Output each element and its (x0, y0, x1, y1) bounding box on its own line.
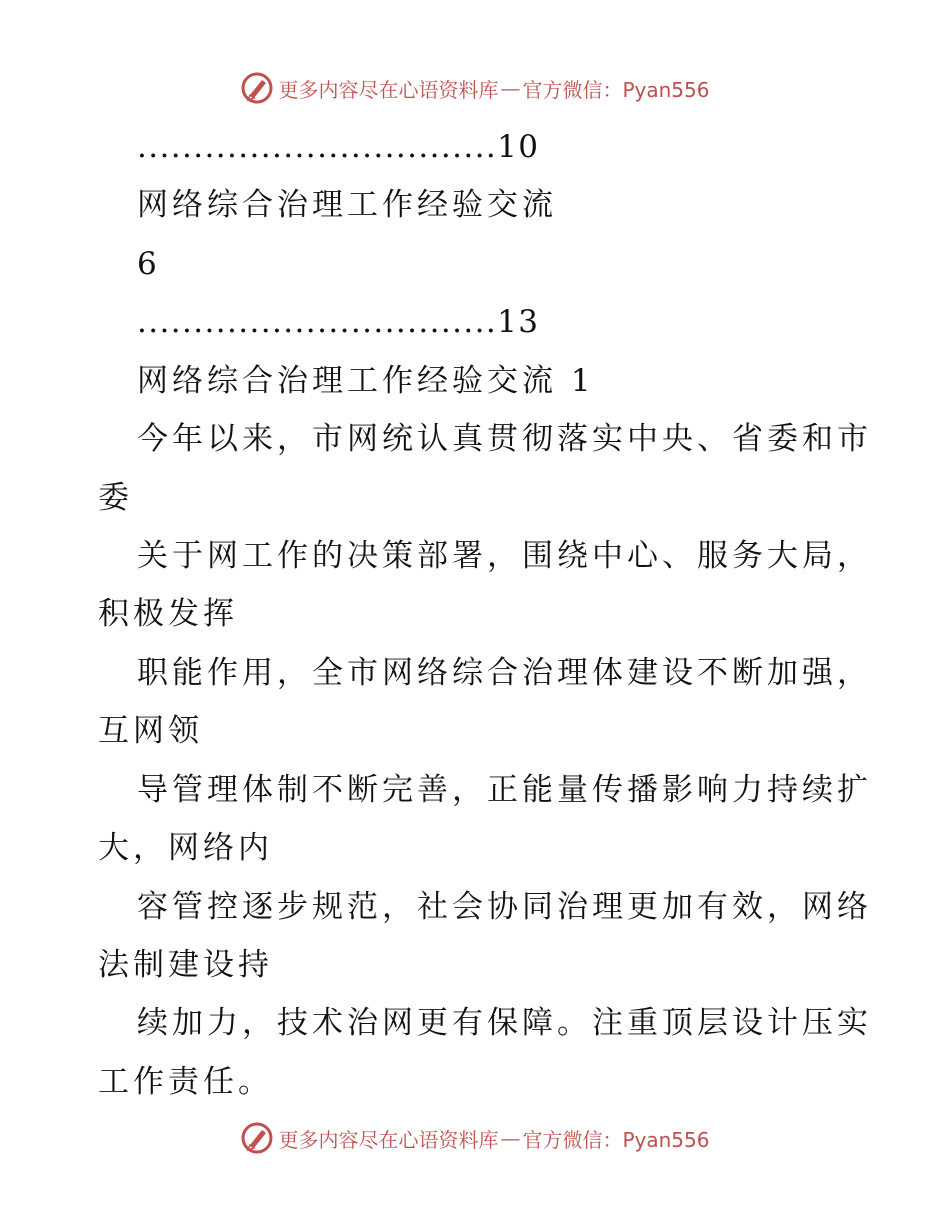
paragraph-line: 关于网工作的决策部署，围绕中心、服务大局， (137, 538, 872, 574)
toc-entry-title: 网络综合治理工作经验交流 (137, 187, 557, 223)
pen-logo-icon (240, 71, 274, 105)
toc-dots-line: ................................13 (137, 304, 540, 340)
section-heading: 网络综合治理工作经验交流 1 (137, 363, 595, 399)
watermark-main-text: 更多内容尽在心语资料库 (278, 1127, 499, 1152)
watermark-main-text: 更多内容尽在心语资料库 (278, 77, 499, 102)
paragraph-line: 容管控逐步规范，社会协同治理更加有效，网络 (137, 889, 872, 925)
watermark-tail-text: 官方微信：Pyan556 (522, 1127, 710, 1152)
paragraph-line: 委 (98, 480, 133, 516)
toc-entry-number: 6 (137, 246, 161, 282)
paragraph-line: 导管理体制不断完善，正能量传播影响力持续扩 (137, 772, 872, 808)
paragraph-line: 续加力，技术治网更有保障。注重顶层设计压实 (137, 1005, 872, 1041)
watermark-header (0, 68, 950, 108)
paragraph-line: 法制建设持 (98, 947, 273, 983)
paragraph-line: 今年以来，市网统认真贯彻落实中央、省委和市 (137, 421, 872, 457)
paragraph-line: 职能作用，全市网络综合治理体建设不断加强， (137, 655, 872, 691)
paragraph-line: 互网领 (98, 713, 203, 749)
toc-dots-line: ................................10 (137, 129, 540, 165)
watermark-separator: — (500, 1126, 521, 1150)
watermark-footer (0, 1118, 950, 1158)
watermark-separator: — (500, 76, 521, 100)
watermark-tail-text: 官方微信：Pyan556 (522, 77, 710, 102)
paragraph-line: 大，网络内 (98, 830, 273, 866)
paragraph-line: 积极发挥 (98, 596, 238, 632)
pen-logo-icon (240, 1121, 274, 1155)
paragraph-line: 工作责任。 (98, 1064, 273, 1100)
